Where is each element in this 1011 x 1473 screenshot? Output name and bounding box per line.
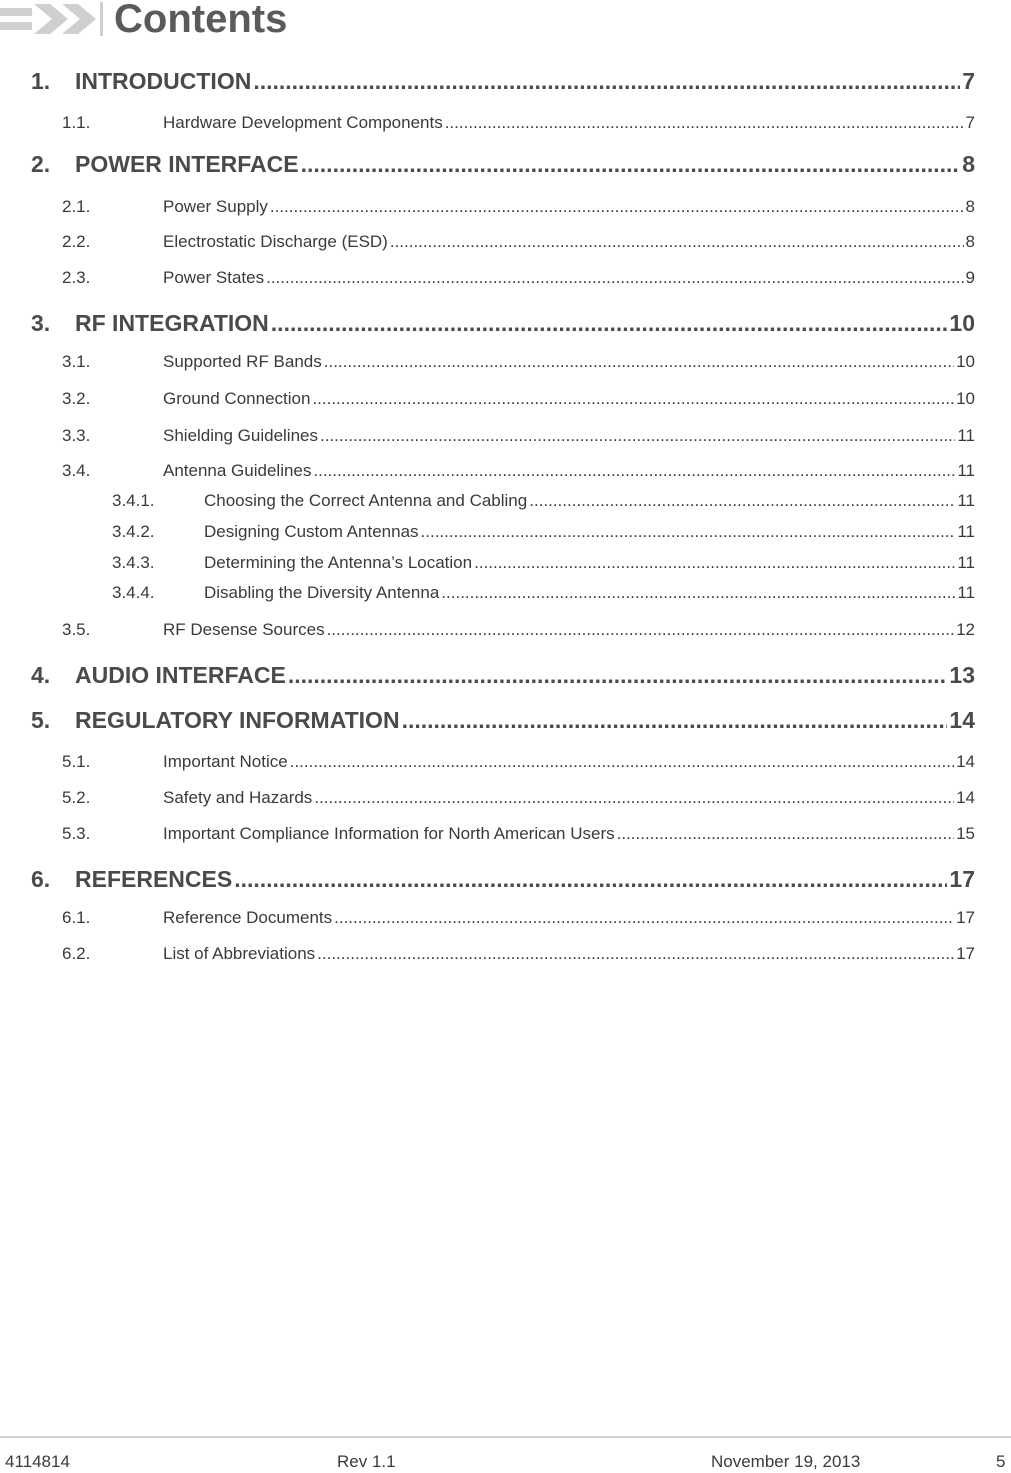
toc-entry-page: 7	[962, 68, 975, 94]
toc-entry-title: REGULATORY INFORMATION	[75, 707, 400, 733]
toc-entry-title: AUDIO INTERFACE	[75, 662, 286, 688]
toc-entry-number: 2.3.	[62, 268, 91, 287]
footer-page-number: 5	[996, 1452, 1006, 1471]
toc-entry-number: 2.2.	[62, 232, 91, 251]
toc-entry-title: Shielding Guidelines	[163, 426, 318, 445]
toc-leader-dots	[312, 389, 954, 409]
toc-entry-title: INTRODUCTION	[75, 68, 252, 94]
toc-entry-number: 2.	[31, 151, 51, 177]
toc-entry-title: Ground Connection	[163, 389, 311, 408]
toc-entry-title: Antenna Guidelines	[163, 461, 312, 480]
toc-leader-dots	[320, 426, 955, 446]
toc-entry-title: Hardware Development Components	[163, 113, 443, 132]
toc-entry-page: 17	[949, 866, 975, 892]
toc-entry-number: 1.	[31, 68, 51, 94]
toc-entry-number: 3.4.1.	[112, 491, 155, 510]
toc-entry-section-3-4-3[interactable]	[112, 553, 975, 575]
toc-entry-section-3-4-4[interactable]	[112, 583, 975, 605]
toc-entry-section-2-1[interactable]	[62, 197, 975, 219]
toc-entry-page: 11	[957, 426, 975, 445]
toc-leader-dots	[441, 583, 955, 603]
toc-leader-dots	[253, 68, 960, 95]
toc-leader-dots	[317, 944, 954, 964]
toc-entry-page: 8	[965, 232, 975, 251]
toc-entry-page: 14	[956, 752, 975, 771]
toc-entry-number: 6.2.	[62, 944, 91, 963]
toc-entry-title: Determining the Antenna’s Location	[204, 553, 473, 572]
toc-entry-page: 17	[956, 908, 975, 927]
toc-leader-dots	[390, 232, 964, 252]
toc-entry-title: POWER INTERFACE	[75, 151, 299, 177]
toc-entry-page: 10	[956, 389, 975, 408]
page-header	[0, 0, 1011, 44]
toc-entry-section-5-1[interactable]	[62, 752, 975, 774]
toc-entry-title: Electrostatic Discharge (ESD)	[163, 232, 388, 251]
toc-entry-page: 9	[965, 268, 975, 287]
toc-entry-page: 14	[949, 707, 975, 733]
toc-leader-dots	[314, 788, 954, 808]
toc-leader-dots	[290, 752, 954, 772]
toc-entry-section-6-2[interactable]	[62, 944, 975, 966]
toc-entry-number: 5.3.	[62, 824, 91, 843]
toc-leader-dots	[270, 197, 964, 217]
toc-entry-page: 10	[956, 352, 975, 371]
toc-entry-title: Supported RF Bands	[163, 352, 322, 371]
toc-entry-section-1[interactable]	[31, 68, 975, 98]
toc-entry-section-4[interactable]	[31, 662, 975, 692]
toc-entry-title: Choosing the Correct Antenna and Cabling	[204, 491, 528, 510]
toc-entry-number: 3.5.	[62, 620, 91, 639]
toc-entry-number: 3.4.4.	[112, 583, 155, 602]
toc-leader-dots	[234, 866, 947, 893]
toc-entry-page: 8	[965, 197, 975, 216]
toc-leader-dots	[474, 553, 955, 573]
toc-entry-section-3-3[interactable]	[62, 426, 975, 448]
toc-leader-dots	[271, 310, 948, 337]
toc-entry-section-2-2[interactable]	[62, 232, 975, 254]
toc-entry-section-3-4-1[interactable]	[112, 491, 975, 513]
toc-entry-section-5[interactable]	[31, 707, 975, 737]
toc-entry-title: Designing Custom Antennas	[204, 522, 419, 541]
toc-entry-page: 11	[957, 522, 975, 541]
toc-entry-page: 12	[956, 620, 975, 639]
toc-entry-page: 11	[957, 461, 975, 480]
toc-entry-page: 11	[957, 553, 975, 572]
toc-leader-dots	[529, 491, 955, 511]
toc-entry-section-1-1[interactable]	[62, 113, 975, 135]
toc-entry-section-3-4[interactable]	[62, 461, 975, 483]
page-title: Contents	[114, 0, 288, 41]
toc-entry-section-2-3[interactable]	[62, 268, 975, 290]
toc-leader-dots	[617, 824, 954, 844]
toc-entry-title: Power Supply	[163, 197, 268, 216]
toc-entry-number: 2.1.	[62, 197, 91, 216]
toc-leader-dots	[402, 707, 948, 734]
toc-entry-section-5-2[interactable]	[62, 788, 975, 810]
toc-entry-title: Important Notice	[163, 752, 288, 771]
toc-entry-page: 11	[957, 491, 975, 510]
toc-entry-number: 5.2.	[62, 788, 91, 807]
toc-entry-title: Important Compliance Information for North American Users	[163, 824, 615, 843]
toc-entry-title: Disabling the Diversity Antenna	[204, 583, 440, 602]
toc-entry-title: Safety and Hazards	[163, 788, 313, 807]
toc-leader-dots	[334, 908, 954, 928]
toc-leader-dots	[445, 113, 964, 133]
toc-entry-page: 15	[956, 824, 975, 843]
toc-entry-section-6-1[interactable]	[62, 908, 975, 930]
toc-entry-number: 3.	[31, 310, 51, 336]
toc-entry-page: 13	[949, 662, 975, 688]
toc-leader-dots	[327, 620, 955, 640]
footer-date: November 19, 2013	[711, 1452, 861, 1471]
toc-entry-section-2[interactable]	[31, 151, 975, 181]
footer-doc-number: 4114814	[5, 1452, 70, 1471]
toc-entry-number: 5.	[31, 707, 51, 733]
toc-entry-page: 7	[965, 113, 975, 132]
toc-entry-page: 11	[957, 583, 975, 602]
toc-entry-number: 3.4.3.	[112, 553, 155, 572]
toc-entry-section-3-4-2[interactable]	[112, 522, 975, 544]
toc-entry-number: 3.2.	[62, 389, 91, 408]
toc-entry-section-3-5[interactable]	[62, 620, 975, 642]
toc-entry-section-6[interactable]	[31, 866, 975, 896]
toc-leader-dots	[313, 461, 955, 481]
toc-entry-title: RF Desense Sources	[163, 620, 325, 639]
toc-leader-dots	[288, 662, 948, 689]
toc-entry-title: Power States	[163, 268, 265, 287]
toc-entry-title: REFERENCES	[75, 866, 233, 892]
toc-entry-number: 3.1.	[62, 352, 91, 371]
toc-entry-page: 17	[956, 944, 975, 963]
toc-entry-title: List of Abbreviations	[163, 944, 316, 963]
toc-entry-page: 8	[962, 151, 975, 177]
toc-entry-page: 14	[956, 788, 975, 807]
toc-entry-page: 10	[949, 310, 975, 336]
toc-entry-number: 6.1.	[62, 908, 91, 927]
toc-entry-number: 1.1.	[62, 113, 91, 132]
toc-entry-section-3-1[interactable]	[62, 352, 975, 374]
toc-entry-title: Reference Documents	[163, 908, 333, 927]
toc-leader-dots	[421, 522, 956, 542]
toc-entry-number: 4.	[31, 662, 51, 688]
toc-entry-section-3-2[interactable]	[62, 389, 975, 411]
toc-leader-dots	[324, 352, 954, 372]
footer-divider	[0, 1436, 1011, 1438]
toc-leader-dots	[266, 268, 963, 288]
toc-entry-number: 6.	[31, 866, 51, 892]
toc-entry-title: RF INTEGRATION	[75, 310, 269, 336]
toc-entry-number: 5.1.	[62, 752, 91, 771]
footer-revision: Rev 1.1	[337, 1452, 396, 1471]
toc-entry-number: 3.3.	[62, 426, 91, 445]
toc-entry-section-5-3[interactable]	[62, 824, 975, 846]
toc-leader-dots	[301, 151, 961, 178]
toc-entry-section-3[interactable]	[31, 310, 975, 340]
toc-entry-number: 3.4.2.	[112, 522, 155, 541]
toc-entry-number: 3.4.	[62, 461, 91, 480]
double-chevron-arrow-icon	[0, 0, 110, 44]
